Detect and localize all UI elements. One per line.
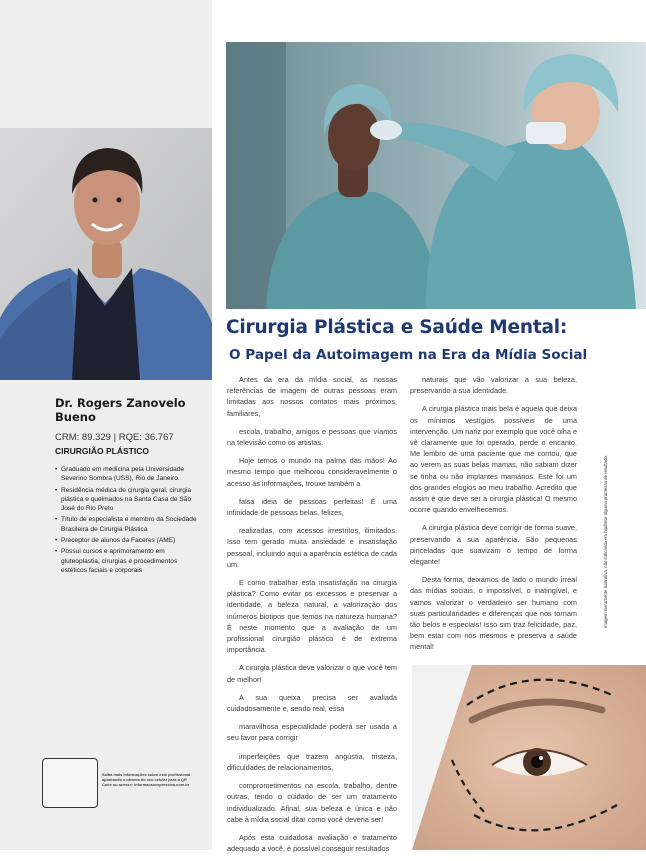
- qr-caption: Saiba mais informações sobre este profissional apontando a câmera do seu celular para o QR Code ou acesse: informacaoexpressiva.com.br: [102, 772, 191, 787]
- paragraph: E como trabalhar esta insatisfação na cirurgia plástica? Como evitar os excessos e preservar a identidade, a beleza natural, a valorização dos inúmeros biotipos que temos na natureza humana? É neste momento que a avaliação de um profissional cirurgião plástico é de extrema importância.: [227, 578, 397, 655]
- paragraph: falsa ideia de pessoas perfeitas! É uma infinidade de pessoas belas, felizes,: [227, 496, 397, 518]
- paragraph: A cirurgia plástica deve valorizar o que você tem de melhor!: [227, 663, 397, 684]
- paragraph: Hoje temos o mundo na palma das mãos! Ao mesmo tempo que melhorou consideravelmente o acesso às informações, trouxe também a: [227, 456, 397, 488]
- credential-item: • Graduado em medicina pela Universidade Severino Sombra (USS), Rio de Janeiro.: [55, 465, 205, 484]
- surgery-photo: [226, 42, 646, 309]
- article-title: Cirurgia Plástica e Saúde Mental:: [226, 317, 568, 338]
- credential-item: • Possui cursos e aprimoramento em gluteoplastia, cirurgias e procedimentos estéticos faciais e corporais: [55, 547, 205, 575]
- doctor-title: CIRURGIÃO PLÁSTICO: [55, 446, 149, 456]
- eye-closeup-image: [412, 665, 646, 850]
- paragraph: A cirurgia plástica mais bela é aquela que deixa os mínimos vestígios possíveis de uma intervenção. Um nariz por exemplo que você olha e vê claramente que foi operado, perde o encanto. Me lembro de uma paciente que me contou, que ao verem as suas belas mamas, não sabiam dizer se tinha ou não implantes mamários. Este foi um dos grandes elogios ao meu trabalho. Acredito que assim é que deve ser a cirurgia plástica! O mesmo ocorre quando envelhecemos.: [410, 404, 577, 515]
- surgeon-examining-patient-image: [226, 42, 646, 309]
- article-column-right: [410, 374, 577, 660]
- paragraph: A cirurgia plástica deve corrigir de forma suave, preservando a sua aparência. São pequenas pinceladas que suavizam o tempo de forma elegante!: [410, 523, 577, 567]
- paragraph: maravilhosa especialidade poderá ser usada a seu favor para corrigir: [227, 722, 397, 743]
- doctor-portrait: [0, 128, 212, 380]
- credential-item: • Preceptor de alunos da Faceres (AME): [55, 536, 205, 545]
- paragraph: naturais que vão valorizar a sua beleza, preservando a sua identidade.: [410, 375, 577, 396]
- paragraph: Antes da era da mídia social, as nossas referências de imagem de outras pessoas eram limitadas aos nossos contatos mais próximos, familiares,: [227, 375, 397, 418]
- credential-item: • Título de especialista e membro da Sociedade Brasileira de Cirurgia Plástica: [55, 515, 205, 534]
- credentials-list: [55, 465, 205, 575]
- paragraph: imperfeições que trazem angústia, tristeza, dificuldades de relacionamentos,: [227, 751, 397, 772]
- doctor-name: Dr. Rogers Zanovelo Bueno: [55, 396, 186, 424]
- doctor-portrait-image: [0, 128, 212, 380]
- credential-item: • Residência médica de cirurgia geral, cirurgia plástica e queimados na Santa Casa de São José do Rio Preto: [55, 486, 205, 514]
- qr-code[interactable]: [42, 758, 98, 808]
- paragraph: realizadas, com acessos irrestritos, ilimitados. Isso tem gerado muita ansiedade e insatisfação pessoal, incluindo aqui a aparência estética de cada um.: [227, 526, 397, 569]
- image-disclaimer-text: Imagem meramente ilustrativa, não indicando em hipótese alguma promessa de resultado.: [603, 455, 608, 628]
- paragraph: comprometimentos na escola, trabalho, dentre outras, tendo o cuidado de ser um tratamento individualizado. Afinal, sua beleza é única e não cabe à mídia social ditar como você deveria ser!: [227, 781, 397, 824]
- paragraph: A sua queixa precisa ser avaliada cuidadosamente e, sendo real, essa: [227, 692, 397, 714]
- doctor-info: [55, 396, 205, 577]
- article-column-left: [227, 374, 397, 861]
- paragraph: Desta forma, deixamos de lado o mundo irreal das mídias sociais, o impossível, o inatingível, e vamos valorizar o verdadeiro ser humano com suas particularidades e diferenças que nos tornam tão belos e especiais! Isso sim traz felicidade, paz, bem estar com nós mesmos e preserva a saúde mental!: [410, 575, 577, 652]
- paragraph: escola, trabalho, amigos e pessoas que víamos na televisão como os artistas.: [227, 426, 397, 448]
- eye-photo: [412, 665, 646, 850]
- image-disclaimer: [603, 388, 611, 628]
- article-subtitle: O Papel da Autoimagem na Era da Mídia Social: [229, 347, 588, 363]
- paragraph: Após esta cuidadosa avaliação e tratamento adequado a você, é possível conseguir resultados: [227, 832, 397, 854]
- doctor-crm: CRM: 89.329 | RQE: 36.767: [55, 432, 174, 443]
